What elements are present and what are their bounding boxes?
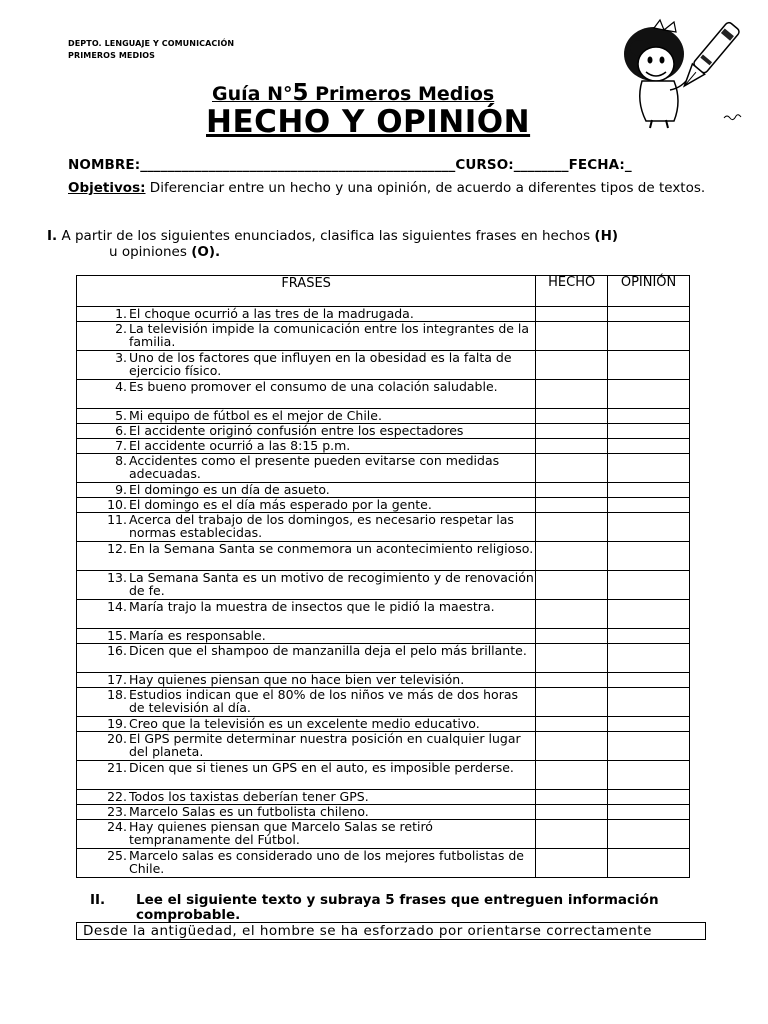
frase-cell: [77, 849, 536, 878]
frase-text: Hay quienes piensan que Marcelo Salas se retiró tempranamente del Fútbol.: [129, 819, 433, 848]
table-row: [77, 805, 690, 820]
course-level: PRIMEROS MEDIOS: [68, 51, 156, 60]
hecho-answer-cell[interactable]: [536, 761, 608, 790]
hecho-answer-cell[interactable]: [536, 644, 608, 673]
opinion-answer-cell[interactable]: [608, 805, 690, 820]
frase-number: 24.: [107, 819, 127, 834]
table-row: [77, 454, 690, 483]
opinion-answer-cell[interactable]: [608, 732, 690, 761]
opinion-answer-cell[interactable]: [608, 688, 690, 717]
frase-number: 4.: [115, 379, 127, 394]
table-row: [77, 600, 690, 629]
hecho-answer-cell[interactable]: [536, 600, 608, 629]
table-row: [77, 307, 690, 322]
frase-cell: [77, 761, 536, 790]
table-row: [77, 820, 690, 849]
frase-cell: [77, 439, 536, 454]
objectives-label: Objetivos:: [68, 180, 146, 196]
section-2-numeral: II.: [90, 892, 106, 908]
frase-number: 10.: [107, 497, 127, 512]
frase-number: 8.: [115, 453, 127, 468]
frase-cell: [77, 307, 536, 322]
frase-cell: [77, 805, 536, 820]
frase-text: Acerca del trabajo de los domingos, es necesario respetar las normas establecidas.: [129, 512, 514, 541]
opinion-answer-cell[interactable]: [608, 409, 690, 424]
frase-number: 1.: [115, 306, 127, 321]
frase-number: 14.: [107, 599, 127, 614]
hecho-answer-cell[interactable]: [536, 498, 608, 513]
hecho-answer-cell[interactable]: [536, 307, 608, 322]
frase-text: Todos los taxistas deberían tener GPS.: [129, 789, 369, 804]
frase-text: Dicen que si tienes un GPS en el auto, es imposible perderse.: [129, 760, 514, 775]
hecho-answer-cell[interactable]: [536, 849, 608, 878]
opinion-answer-cell[interactable]: [608, 542, 690, 571]
table-row: [77, 409, 690, 424]
frase-cell: [77, 629, 536, 644]
hecho-answer-cell[interactable]: [536, 805, 608, 820]
reading-passage: Desde la antigüedad, el hombre se ha esforzado por orientarse correctamente: [76, 922, 706, 940]
frase-text: María trajo la muestra de insectos que le pidió la maestra.: [129, 599, 495, 614]
frase-number: 13.: [107, 570, 127, 585]
section-1-text-b: u opiniones: [109, 244, 192, 260]
frase-cell: [77, 790, 536, 805]
student-info-line[interactable]: NOMBRE:______________________________________________CURSO:________FECHA:_: [68, 157, 632, 173]
frase-number: 25.: [107, 848, 127, 863]
frase-cell: [77, 820, 536, 849]
guide-prefix: Guía N°: [212, 83, 293, 105]
opinion-answer-cell[interactable]: [608, 380, 690, 409]
frase-text: El choque ocurrió a las tres de la madrugada.: [129, 306, 414, 321]
frase-cell: [77, 732, 536, 761]
opinion-answer-cell[interactable]: [608, 761, 690, 790]
frase-text: Hay quienes piensan que no hace bien ver televisión.: [129, 672, 465, 687]
table-row: [77, 513, 690, 542]
hecho-answer-cell[interactable]: [536, 424, 608, 439]
mafalda-pen-illustration: [612, 8, 748, 130]
frase-cell: [77, 542, 536, 571]
frase-text: María es responsable.: [129, 628, 266, 643]
frase-text: El GPS permite determinar nuestra posición en cualquier lugar del planeta.: [129, 731, 521, 760]
hecho-answer-cell[interactable]: [536, 629, 608, 644]
hecho-answer-cell[interactable]: [536, 454, 608, 483]
opinion-answer-cell[interactable]: [608, 454, 690, 483]
hecho-answer-cell[interactable]: [536, 351, 608, 380]
opinion-answer-cell[interactable]: [608, 322, 690, 351]
table-row: [77, 322, 690, 351]
hecho-answer-cell[interactable]: [536, 790, 608, 805]
hecho-answer-cell[interactable]: [536, 673, 608, 688]
hecho-answer-cell[interactable]: [536, 409, 608, 424]
hecho-code: (H): [594, 228, 619, 244]
frase-number: 23.: [107, 804, 127, 819]
frase-text: Mi equipo de fútbol es el mejor de Chile.: [129, 408, 382, 423]
frase-text: Marcelo salas es considerado uno de los mejores futbolistas de Chile.: [129, 848, 524, 877]
frase-cell: [77, 688, 536, 717]
guide-title: [212, 80, 494, 106]
table-row: [77, 424, 690, 439]
frase-text: El domingo es un día de asueto.: [129, 482, 330, 497]
section-1-numeral: I.: [47, 228, 58, 244]
table-row: [77, 380, 690, 409]
hecho-answer-cell[interactable]: [536, 483, 608, 498]
opinion-answer-cell[interactable]: [608, 351, 690, 380]
table-row: [77, 351, 690, 380]
frase-number: 2.: [115, 321, 127, 336]
hecho-answer-cell[interactable]: [536, 571, 608, 600]
frase-cell: [77, 498, 536, 513]
table-row: [77, 571, 690, 600]
frase-cell: [77, 571, 536, 600]
department-name: DEPTO. LENGUAJE Y COMUNICACIÓN: [68, 39, 235, 48]
opinion-answer-cell[interactable]: [608, 644, 690, 673]
frase-text: Estudios indican que el 80% de los niños ve más de dos horas de televisión al día.: [129, 687, 519, 716]
frase-number: 19.: [107, 716, 127, 731]
table-row: [77, 644, 690, 673]
guide-number: 5: [292, 80, 309, 106]
frase-number: 3.: [115, 350, 127, 365]
frase-text: El accidente originó confusión entre los espectadores: [129, 423, 464, 438]
hecho-answer-cell[interactable]: [536, 380, 608, 409]
objectives-text: Diferenciar entre un hecho y una opinión, de acuerdo a diferentes tipos de textos.: [145, 180, 706, 196]
frase-cell: [77, 483, 536, 498]
frase-text: En la Semana Santa se conmemora un acontecimiento religioso.: [129, 541, 534, 556]
frase-text: Marcelo Salas es un futbolista chileno.: [129, 804, 369, 819]
opinion-answer-cell[interactable]: [608, 849, 690, 878]
frase-number: 7.: [115, 438, 127, 453]
frase-number: 22.: [107, 789, 127, 804]
opinion-answer-cell[interactable]: [608, 307, 690, 322]
hecho-answer-cell[interactable]: [536, 717, 608, 732]
hecho-answer-cell[interactable]: [536, 820, 608, 849]
frase-text: El accidente ocurrió a las 8:15 p.m.: [129, 438, 351, 453]
table-row: [77, 483, 690, 498]
frase-cell: [77, 513, 536, 542]
frase-cell: [77, 409, 536, 424]
section-1-instruction: [47, 228, 727, 260]
header-hecho: HECHO: [536, 276, 608, 307]
frase-text: El domingo es el día más esperado por la gente.: [129, 497, 432, 512]
table-row: [77, 498, 690, 513]
frase-cell: [77, 600, 536, 629]
header-frases: FRASES: [77, 276, 536, 307]
opinion-answer-cell[interactable]: [608, 673, 690, 688]
frase-text: La televisión impide la comunicación entre los integrantes de la familia.: [129, 321, 530, 350]
header-opinion: OPINIÓN: [608, 276, 690, 307]
frase-cell: [77, 644, 536, 673]
hecho-answer-cell[interactable]: [536, 513, 608, 542]
hecho-answer-cell[interactable]: [536, 439, 608, 454]
hecho-answer-cell[interactable]: [536, 688, 608, 717]
guide-suffix: Primeros Medios: [308, 83, 495, 105]
frase-number: 15.: [107, 628, 127, 643]
opinion-answer-cell[interactable]: [608, 790, 690, 805]
opinion-answer-cell[interactable]: [608, 439, 690, 454]
table-row: [77, 542, 690, 571]
frase-number: 9.: [115, 482, 127, 497]
frase-cell: [77, 351, 536, 380]
frase-cell: [77, 424, 536, 439]
frase-text: Es bueno promover el consumo de una colación saludable.: [129, 379, 498, 394]
table-row: [77, 849, 690, 878]
table-row: [77, 673, 690, 688]
frase-text: Creo que la televisión es un excelente medio educativo.: [129, 716, 480, 731]
frase-number: 20.: [107, 731, 127, 746]
classification-table: [76, 275, 690, 878]
section-2-text: Lee el siguiente texto y subraya 5 frases que entreguen información comprobable.: [136, 892, 659, 923]
frase-text: Accidentes como el presente pueden evitarse con medidas adecuadas.: [129, 453, 500, 482]
frase-text: Dicen que el shampoo de manzanilla deja el pelo más brillante.: [129, 643, 527, 658]
frase-number: 11.: [107, 512, 127, 527]
table-row: [77, 790, 690, 805]
table-row: [77, 629, 690, 644]
hecho-answer-cell[interactable]: [536, 322, 608, 351]
opinion-answer-cell[interactable]: [608, 513, 690, 542]
frase-number: 21.: [107, 760, 127, 775]
table-row: [77, 717, 690, 732]
opinion-answer-cell[interactable]: [608, 424, 690, 439]
frase-text: La Semana Santa es un motivo de recogimiento y de renovación de fe.: [129, 570, 534, 599]
frase-number: 16.: [107, 643, 127, 658]
table-row: [77, 688, 690, 717]
hecho-answer-cell[interactable]: [536, 542, 608, 571]
opinion-code: (O).: [191, 244, 221, 260]
opinion-answer-cell[interactable]: [608, 820, 690, 849]
section-1-text-a: A partir de los siguientes enunciados, clasifica las siguientes frases en hechos: [57, 228, 595, 244]
table-row: [77, 761, 690, 790]
opinion-answer-cell[interactable]: [608, 571, 690, 600]
opinion-answer-cell[interactable]: [608, 717, 690, 732]
table-row: [77, 732, 690, 761]
frase-cell: [77, 717, 536, 732]
opinion-answer-cell[interactable]: [608, 498, 690, 513]
frase-cell: [77, 454, 536, 483]
opinion-answer-cell[interactable]: [608, 600, 690, 629]
frase-cell: [77, 380, 536, 409]
frase-number: 6.: [115, 423, 127, 438]
frase-number: 17.: [107, 672, 127, 687]
frase-cell: [77, 673, 536, 688]
hecho-answer-cell[interactable]: [536, 732, 608, 761]
frase-number: 18.: [107, 687, 127, 702]
opinion-answer-cell[interactable]: [608, 629, 690, 644]
opinion-answer-cell[interactable]: [608, 483, 690, 498]
frase-number: 12.: [107, 541, 127, 556]
department-header: [68, 38, 234, 62]
frase-cell: [77, 322, 536, 351]
table-row: [77, 439, 690, 454]
objectives: [68, 180, 708, 197]
frase-text: Uno de los factores que influyen en la obesidad es la falta de ejercicio físico.: [129, 350, 512, 379]
main-title: HECHO Y OPINIÓN: [206, 104, 531, 140]
frase-number: 5.: [115, 408, 127, 423]
